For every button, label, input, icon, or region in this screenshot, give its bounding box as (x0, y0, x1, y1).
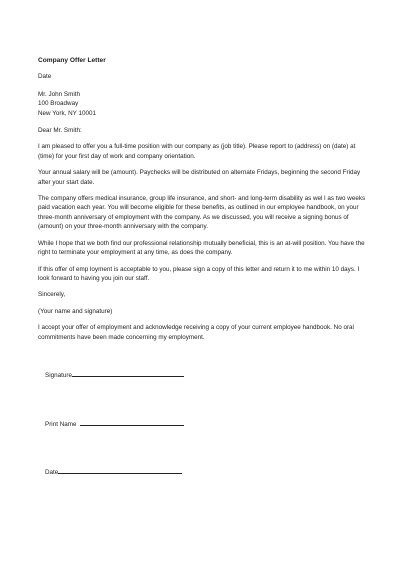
paragraph-acceptance-instructions: If this offer of emp loyment is acceptable to you, please sign a copy of this letter and return it to me within 10 days. I look forward to having you join our staff. (38, 265, 360, 282)
print-name-field (38, 408, 367, 438)
recipient-name: Mr. John Smith (38, 90, 80, 98)
date-field (38, 456, 367, 486)
signature-label: Signature (45, 372, 72, 380)
paragraph-position: I am pleased to offer you a full-time position with our company as (job title). Please report to (address) on (date) at (time) for your first day of work and company orientation. (38, 143, 356, 160)
recipient-address (38, 90, 367, 118)
print-name-label: Print Name (45, 420, 77, 428)
recipient-city: New York, NY 10001 (38, 109, 96, 117)
paragraph-salary: Your annual salary will be (amount). Paychecks will be distributed on alternate Fridays, beginning the second Friday after your start date. (38, 169, 361, 186)
date-line (58, 466, 182, 474)
acceptance-statement: I accept your offer of employment and acknowledge receiving a copy of your current employee handbook. No oral commitments have been made concerning my employment. (38, 324, 354, 341)
signature-line (72, 369, 184, 377)
date-label: Date (45, 468, 59, 476)
signature-placeholder: (Your name and signature) (38, 307, 113, 315)
recipient-street: 100 Broadway (38, 100, 79, 108)
paragraph-benefits: The company offers medical insurance, group life insurance, and short- and long-term disability as wel l as two weeks paid vacation each year. You will become eligible for these benefits, as outlined in our employee handbook, on your three-month anniversary of employment with the company. As we discussed, you will receive a signing bonus of (amount) on your three-month anniversary with the company. (38, 195, 366, 231)
letter-date: Date (38, 73, 52, 81)
closing: Sincerely, (38, 291, 66, 299)
print-name-line (80, 418, 184, 426)
salutation: Dear Mr. Smith: (38, 127, 82, 135)
paragraph-at-will: While I hope that we both find our professional relationship mutually beneficial, this is an at-will position. You have the right to terminate your employment at any time, as does the company. (38, 239, 365, 257)
signature-field (38, 360, 367, 390)
letter-title: Company Offer Letter (38, 57, 106, 64)
